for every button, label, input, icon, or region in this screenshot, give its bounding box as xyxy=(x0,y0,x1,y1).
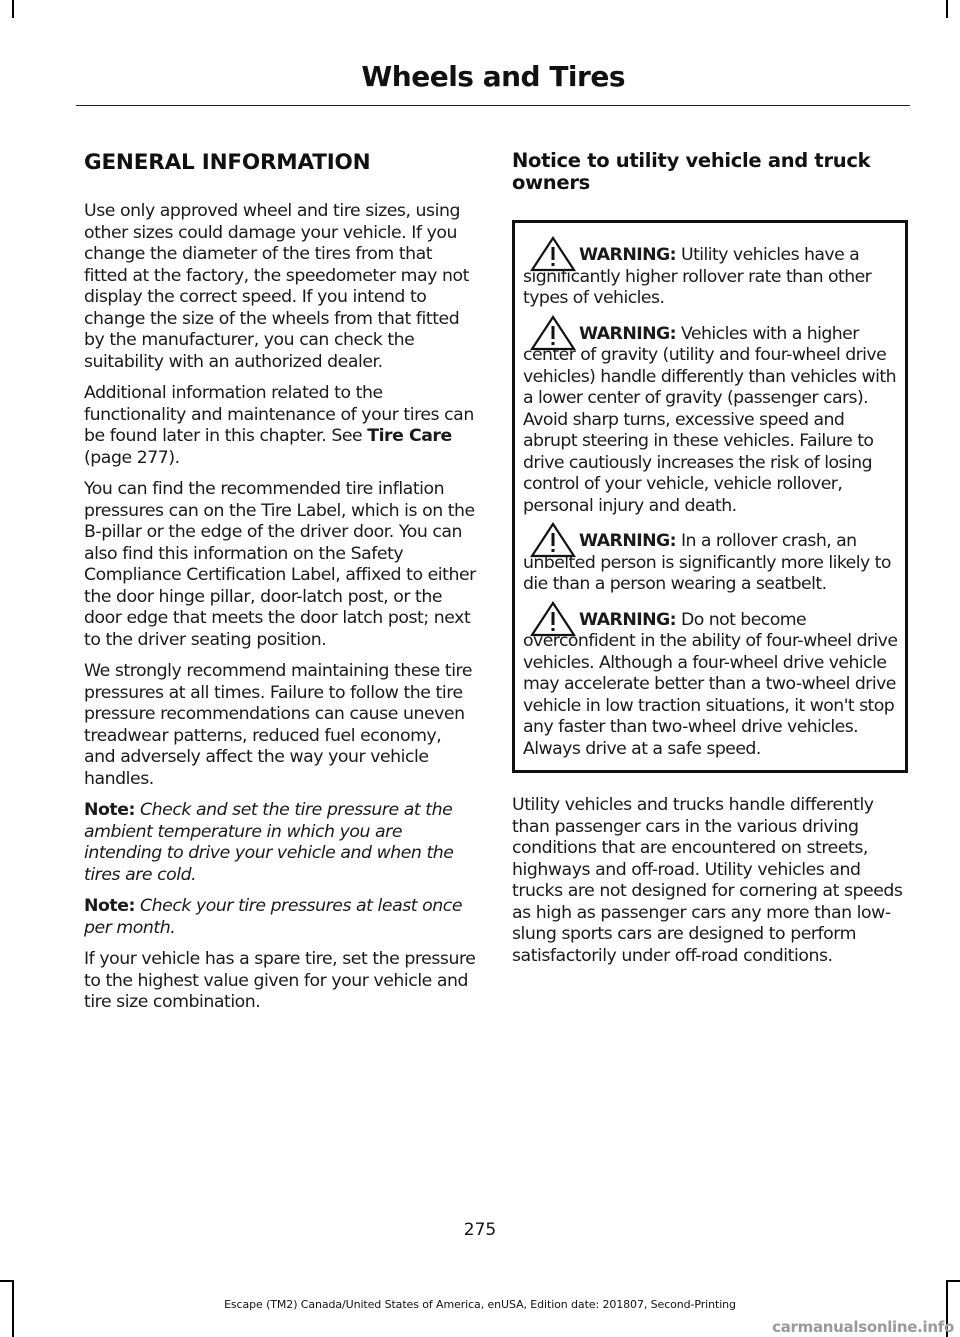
warning-text xyxy=(523,531,899,596)
text: Additional information related to the functionality and maintenance of your tires can be found later in this chapter. See xyxy=(84,383,474,446)
warning-item xyxy=(523,324,899,518)
crop-mark-top-right-vertical xyxy=(946,0,948,18)
warning-body: In a rollover crash, an unbelted person is significantly more likely to die than a person wearing a seatbelt. xyxy=(523,531,891,594)
warning-body: Vehicles with a higher center of gravity (utility and four-wheel drive vehicles) handle differently than vehicles with a lower center of gravity (passenger cars). Avoid sharp turns, excessive speed and abrupt steering in these vehicles. Failure to drive cautiously increases the risk of losing control of your vehicle, vehicle rollover, personal injury and death. xyxy=(523,323,896,516)
warning-triangle-icon xyxy=(529,314,577,352)
paragraph-additional-info xyxy=(84,383,476,469)
warning-text xyxy=(523,245,899,310)
warning-text xyxy=(523,324,899,518)
paragraph-tire-label: You can find the recommended tire inflation pressures can on the Tire Label, which is on the B-pillar or the edge of the driver door. You can also find this information on the Safety Compliance Certification Label, affixed to either the door hinge pillar, door-latch post, or the door edge that meets the door latch post; next to the driver seating position. xyxy=(84,479,476,650)
chapter-title: Wheels and Tires xyxy=(361,60,625,93)
warning-item xyxy=(523,245,899,310)
edition-footer: Escape (TM2) Canada/United States of America, enUSA, Edition date: 201807, Second-Printing xyxy=(224,1298,736,1311)
watermark: carmanualsonline.info xyxy=(772,1318,954,1336)
paragraph-utility-handling: Utility vehicles and trucks handle differently than passenger cars in the various driving conditions that are encountered on streets, highways and off-road. Utility vehicles and trucks are not designed for cornering at speeds as high as passenger cars any more than low-slung sports cars are designed to perform satisfactorily under off-road conditions. xyxy=(512,795,903,966)
note-monthly-check xyxy=(84,896,476,939)
note-text: Check your tire pressures at least once per month. xyxy=(84,896,463,938)
header-rule xyxy=(76,105,910,106)
paragraph-maintain-pressures: We strongly recommend maintaining these tire pressures at all times. Failure to follow the tire pressure recommendations can cause uneven treadwear patterns, reduced fuel economy, and adversely affect the way your vehicle handles. xyxy=(84,661,473,789)
note-cold-tires xyxy=(84,800,476,886)
warning-triangle-icon xyxy=(529,521,577,559)
warning-triangle-icon xyxy=(529,235,577,273)
crop-mark-top-left-vertical xyxy=(12,0,14,18)
right-column xyxy=(512,150,908,977)
text: (page 277). xyxy=(84,447,180,468)
warning-label: WARNING: xyxy=(579,531,677,551)
crop-mark-bottom-right-horizontal xyxy=(946,1280,960,1282)
tire-care-link[interactable]: Tire Care xyxy=(367,426,452,446)
warning-triangle-icon xyxy=(529,600,577,638)
warning-label: WARNING: xyxy=(579,323,677,344)
note-text: Check and set the tire pressure at the ambient temperature in which you are intending to drive your vehicle and when the tires are cold. xyxy=(84,800,454,885)
warning-body: Utility vehicles have a significantly higher rollover rate than other types of vehicles. xyxy=(523,245,872,308)
warning-body: Do not become overconfident in the ability of four-wheel drive vehicles. Although a four-wheel drive vehicle may accelerate better than a two-wheel drive vehicle in low traction situations, it won't stop any faster than two-wheel drive vehicles. Always drive at a safe speed. xyxy=(523,609,898,759)
left-column xyxy=(84,150,476,1024)
warning-item xyxy=(523,531,899,596)
warning-label: WARNING: xyxy=(579,609,677,630)
page-number: 275 xyxy=(463,1220,497,1240)
section-heading: GENERAL INFORMATION xyxy=(84,150,371,175)
warning-label: WARNING: xyxy=(579,245,677,265)
paragraph-spare-tire: If your vehicle has a spare tire, set the pressure to the highest value given for your vehicle and tire size combination. xyxy=(84,949,476,1012)
paragraph-approved-sizes: Use only approved wheel and tire sizes, using other sizes could damage your vehicle. If you change the diameter of the tires from that fitted at the factory, the speedometer may not display the correct speed. If you intend to change the size of the wheels from that fitted by the manufacturer, you can check the suitability with an authorized dealer. xyxy=(84,201,469,372)
warning-box xyxy=(512,220,908,773)
warning-item xyxy=(523,610,899,761)
note-label: Note: xyxy=(84,896,135,916)
note-label: Note: xyxy=(84,800,135,820)
warning-text xyxy=(523,610,899,761)
crop-mark-bottom-left-horizontal xyxy=(0,1280,14,1282)
section-heading: Notice to utility vehicle and truck owners xyxy=(512,149,871,194)
